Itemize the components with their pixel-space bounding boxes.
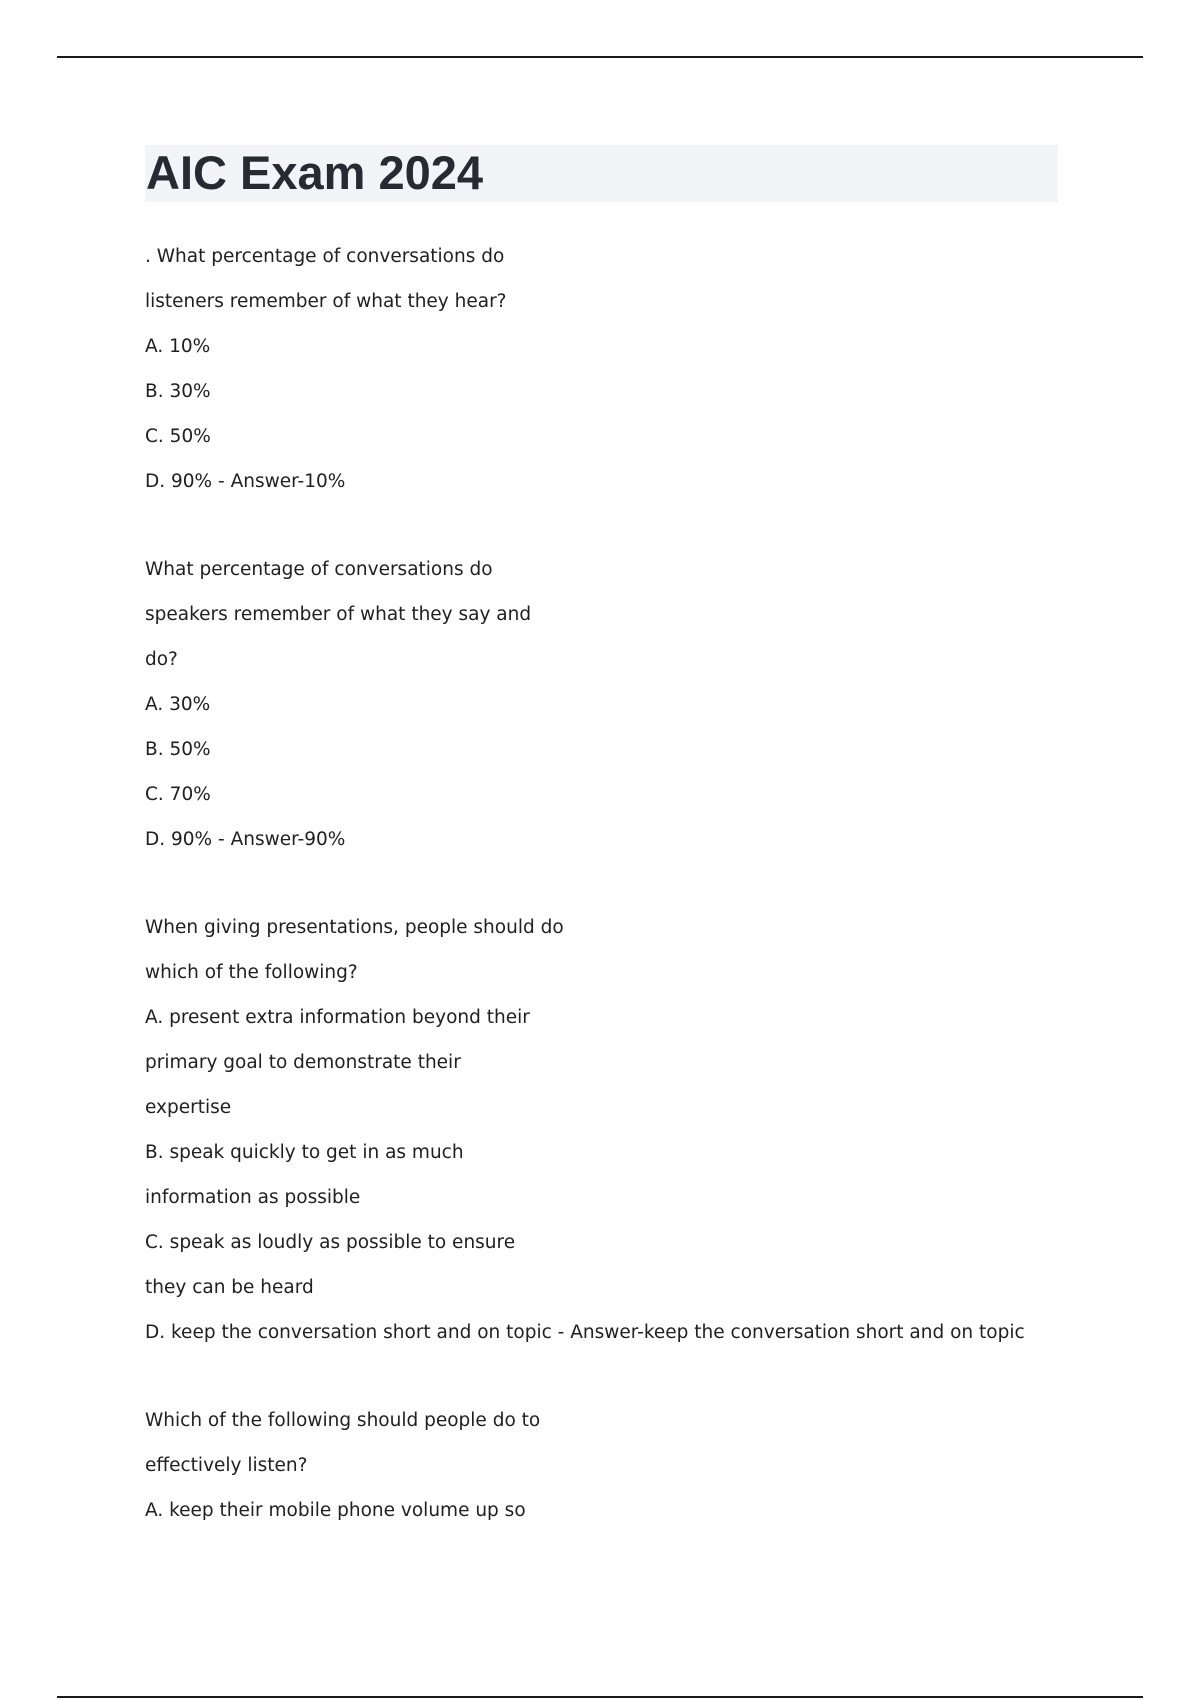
answer-option: C. 50%	[145, 426, 211, 447]
question-text: When giving presentations, people should do	[145, 917, 564, 938]
question-block	[145, 246, 1065, 493]
answer-option: C. 70%	[145, 784, 211, 805]
question-block	[145, 917, 1065, 1344]
answer-option: expertise	[145, 1097, 232, 1118]
answer-option: D. keep the conversation short and on topic - Answer-keep the conversation short and on topic	[145, 1322, 1025, 1343]
question-spacer	[145, 1367, 1065, 1410]
answer-option: they can be heard	[145, 1277, 314, 1298]
bottom-rule	[57, 1696, 1143, 1698]
document-body	[145, 246, 1065, 1545]
document-title: AIC Exam 2024	[146, 146, 484, 199]
answer-option: D. 90% - Answer-10%	[145, 471, 346, 492]
top-rule	[57, 56, 1143, 58]
answer-option: C. speak as loudly as possible to ensure	[145, 1232, 516, 1253]
answer-option: A. 10%	[145, 336, 211, 357]
answer-option: primary goal to demonstrate their	[145, 1052, 461, 1073]
question-block	[145, 1410, 1065, 1522]
answer-option: B. 30%	[145, 381, 211, 402]
answer-option: A. 30%	[145, 694, 211, 715]
answer-option: A. present extra information beyond their	[145, 1007, 530, 1028]
question-text: What percentage of conversations do	[145, 559, 493, 580]
question-block	[145, 559, 1065, 851]
question-text: listeners remember of what they hear?	[145, 291, 507, 312]
answer-option: B. speak quickly to get in as much	[145, 1142, 464, 1163]
question-spacer	[145, 874, 1065, 917]
answer-option: information as possible	[145, 1187, 361, 1208]
question-text: do?	[145, 649, 178, 670]
answer-option: B. 50%	[145, 739, 211, 760]
question-text: which of the following?	[145, 962, 358, 983]
question-spacer	[145, 516, 1065, 559]
answer-option: A. keep their mobile phone volume up so	[145, 1500, 526, 1521]
answer-option: D. 90% - Answer-90%	[145, 829, 346, 850]
question-text: effectively listen?	[145, 1455, 308, 1476]
question-text: Which of the following should people do to	[145, 1410, 541, 1431]
question-text: . What percentage of conversations do	[145, 246, 505, 267]
question-text: speakers remember of what they say and	[145, 604, 532, 625]
